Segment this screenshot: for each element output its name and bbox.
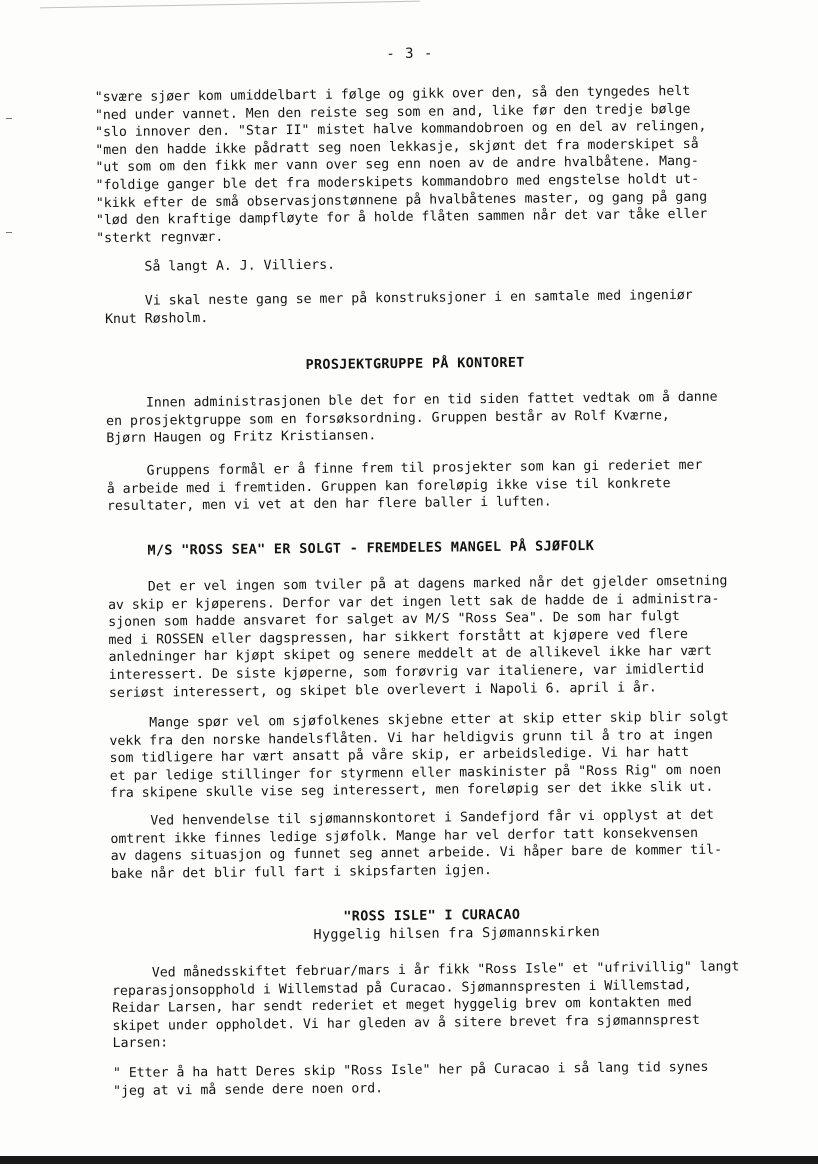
text-line: omtrent ikke finnes ledige sjøfolk. Mange har vel derfor tatt konsekvensen: [110, 825, 699, 847]
text-line: interessert. De siste kjøperne, som forøvrig var italienere, var imidlertid: [108, 661, 705, 684]
text-line: en prosjektgruppe som en forsøksordning. Gruppen består av Rolf Kværne,: [106, 407, 670, 429]
text-line: Vi skal neste gang se mer på konstruksjoner i en samtale med ingeniør: [144, 287, 693, 309]
text-line: bake når det blir full fart i skipsfarten igjen.: [110, 862, 493, 882]
text-line: med i ROSSEN eller dagspressen, har sikkert forstått at kjøpere ved flere: [108, 626, 689, 648]
text-line: Larsen:: [112, 1035, 169, 1052]
text-line: som tidligere har vært ansatt på våre skip, er arbeidsledige. Vi har hatt: [109, 745, 690, 767]
text-line: "ned under vannet. Men den reiste seg som en and, like før den tredje bølge: [94, 101, 691, 123]
next-time-paragraph: [105, 286, 777, 328]
text-line: "slo innover den. "Star II" mistet halve kommandobroen og en del av relingen,: [95, 118, 707, 141]
section2-paragraph: [108, 572, 781, 702]
text-line: anledninger har kjøpt skipet og senere meddelt at de allikevel ikke har vært: [108, 644, 713, 666]
page-number: - 3 -: [386, 45, 434, 63]
section1-paragraph: [106, 388, 779, 448]
text-line: "kikk efter de små observasjonstønnene på hvalbåtenes master, og gang på gang: [95, 189, 708, 211]
section3-paragraph: [112, 958, 785, 1053]
signoff: [104, 252, 776, 277]
text-line: Det er vel ingen som tviler på at dagens marked når det gjelder omsetning: [147, 573, 728, 595]
section3-paragraph: [113, 1058, 785, 1100]
text-line: sjonen som hadde ansvaret for salget av M/S "Ross Sea". De som har fulgt: [108, 609, 680, 631]
section2-paragraph: [109, 708, 782, 803]
text-line: " Etter å ha hatt Deres skip "Ross Isle" her på Curacao i så lang tid synes: [112, 1059, 709, 1082]
text-line: reparasjonsopphold i Willemstad på Curacao. Sjømannspresten i Willemstad,: [112, 977, 692, 999]
text-line: vekk fra den norske handelsflåten. Vi har heldigvis grunn til å tro at ingen: [109, 727, 713, 749]
text-line: Reidar Larsen, har sendt rederiet et meget hyggelig brev om kontakten med: [112, 995, 692, 1017]
text-line: "men den hadde ikke pådratt seg noen lekkasje, skjønt det fra moderskipet så: [95, 136, 699, 158]
text-line: Mange spør vel om sjøfolkenes skjebne etter at skip etter skip blir solgt: [149, 709, 729, 731]
section2-paragraph: [110, 806, 783, 883]
section-heading: "ROSS ISLE" I CURACAO: [343, 906, 521, 925]
text-line: å arbeide med i fremtiden. Gruppen kan foreløpig ikke vise til konkrete: [106, 475, 671, 497]
text-line: "svære sjøer kom umiddelbart i følge og gikk over den, så den tyngedes helt: [94, 83, 691, 106]
text-line: Knut Røsholm.: [104, 310, 209, 327]
text-line: seriøst interessert, og skipet ble overlevert i Napoli 6. april i år.: [108, 679, 657, 701]
text-line: "ut som om den fikk mer vann over seg enn noen av de andre hvalbåtene. Mang-: [95, 154, 699, 176]
section-heading: M/S "ROSS SEA" ER SOLGT - FREMDELES MANGEL PÅ SJØFOLK: [147, 537, 595, 559]
scan-bottom-edge: [0, 1156, 818, 1164]
text-line: "jeg at vi må sende dere noen ord.: [113, 1080, 384, 1099]
text-line: Ved henvendelse til sjømannskontoret i Sandefjord får vi opplyst at det: [150, 807, 715, 829]
text-line: resultater, men vi vet at den har flere baller i luften.: [106, 494, 552, 515]
text-line: av dagens situasjon og funnet seg annet arbeide. Vi håper bare de kommer til-: [110, 842, 723, 865]
text-line: Innen administrasjonen ble det for en tid siden fattet vedtak om å danne: [145, 389, 718, 411]
text-line: Bjørn Haugen og Fritz Kristiansen.: [106, 428, 377, 447]
section-heading: PROSJEKTGRUPPE PÅ KONTORET: [305, 354, 525, 373]
text-line: "lød den kraftige dampfløyte for å holde flåten sammen når det var tåke eller: [95, 206, 708, 229]
text-line: Gruppens formål er å finne frem til prosjekter som kan gi rederiet mer: [146, 457, 703, 479]
text-line: av skip er kjøperens. Derfor var det ingen lett sak de hadde de i administra-: [107, 591, 720, 613]
section-subheading: Hyggelig hilsen fra Sjømannskirken: [313, 923, 601, 943]
text-line: "foldige ganger ble det fra moderskipets kommandobro med engstelse holdt ut-: [95, 171, 700, 194]
text-line: fra skipene skulle vise seg interessert, men foreløpig ser det ikke slik ut.: [109, 780, 714, 802]
text-line: Så langt A. J. Villiers.: [144, 257, 336, 275]
section1-paragraph: [107, 456, 780, 516]
text-line: "sterkt regnvær.: [96, 229, 224, 246]
text-line: skipet under oppholdet. Vi har gleden av å sitere brevet fra sjømannsprest: [112, 1012, 701, 1034]
quote-paragraph: [95, 82, 769, 247]
text-line: Ved månedsskiftet februar/mars i år fikk "Ross Isle" et "ufrivillig" langt: [151, 959, 740, 981]
text-line: et par ledige stillinger for styrmenn eller maskinister på "Ross Rig" om noen: [109, 762, 722, 784]
